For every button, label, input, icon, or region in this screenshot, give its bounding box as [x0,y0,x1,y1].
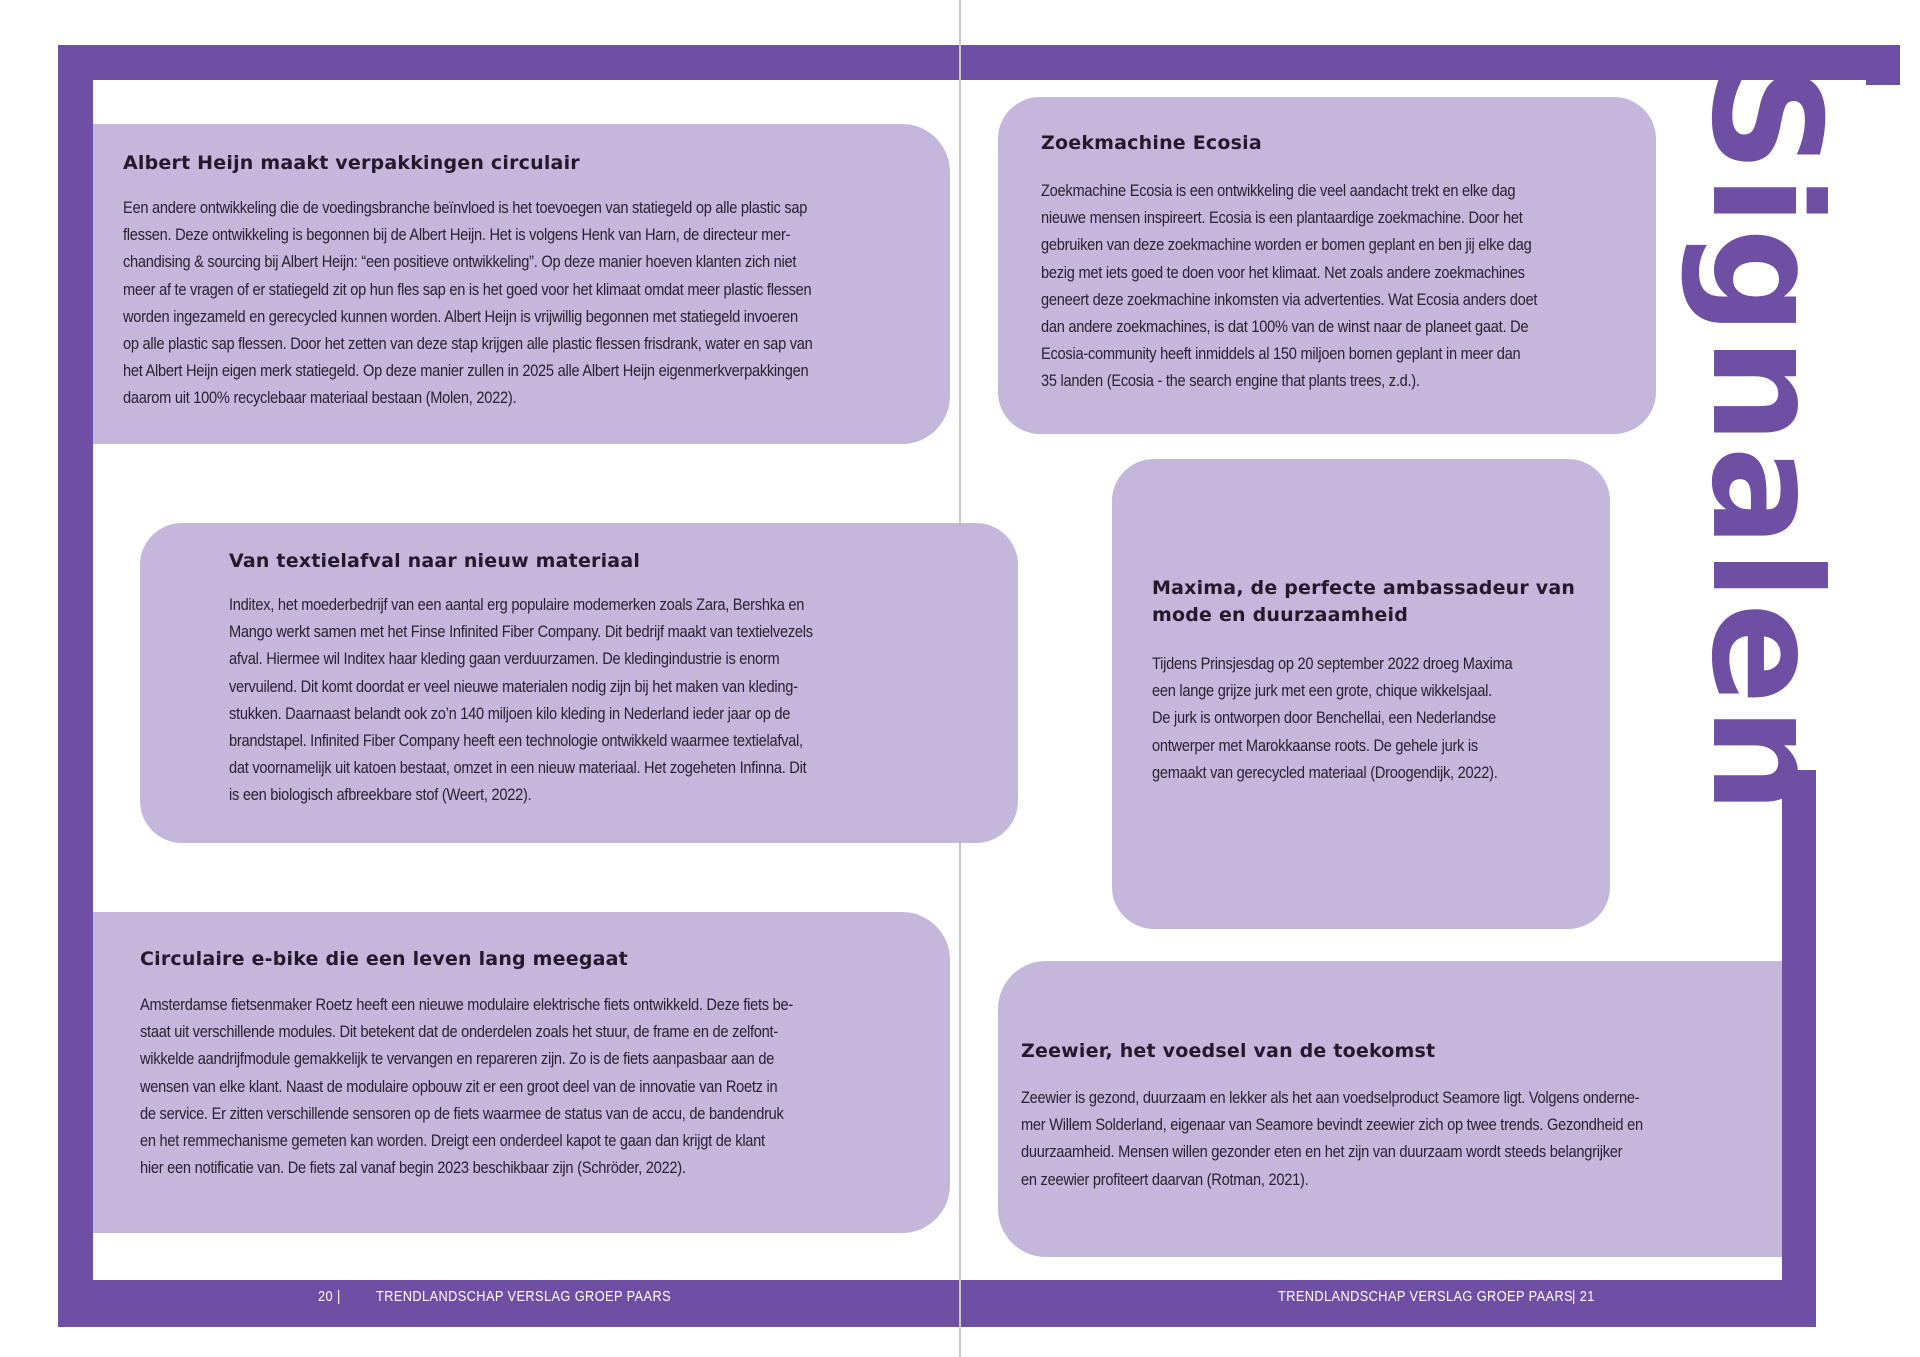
card-title: Circulaire e-bike die een leven lang meegaat [140,948,628,970]
card-maxima [1112,459,1610,929]
card-e-bike [93,912,950,1233]
page-number-right: | 21 [1572,1288,1595,1305]
card-body: Zoekmachine Ecosia is een ontwikkeling die veel aandacht trekt en elke dag nieuwe mensen inspireert. Ecosia is een plantaardige zoekmachine. Door het gebruiken van deze zoekmachine worden er bomen geplant en ben jij elke dag bezig met iets goed te doen voor het klimaat. Net zoals andere zoekmachines geneert deze zoekmachine inkomsten via advertenties. Wat Ecosia anders doet dan andere zoekmachines, is dat 100% van de winst naar de planeet gaat. De Ecosia-community heeft inmiddels al 150 miljoen bomen geplant in meer dan 35 landen (Ecosia - the search engine that plants trees, z.d.). [1041,181,1538,391]
frame-right-top [1866,45,1900,85]
section-title [1640,64,1890,816]
section-title-text: Signalen [1678,64,1852,816]
footer-title-right: TRENDLANDSCHAP VERSLAG GROEP PAARS [1278,1288,1574,1305]
card-textielafval [140,523,1018,843]
card-albert-heijn [93,124,950,444]
card-ecosia [998,97,1656,434]
card-title: Zeewier, het voedsel van de toekomst [1021,1040,1436,1062]
card-title: Van textielafval naar nieuw materiaal [229,550,641,572]
card-body: Een andere ontwikkeling die de voedingsbranche beïnvloed is het toevoegen van statiegeld op alle plastic sap flessen. Deze ontwikkeling is begonnen bij de Albert Heijn. Het is volgens Henk van Harn, de directeur mer- chandising & sourcing bij Albert Heijn: “een positieve ontwikkeling”. Op deze manier hoeven klanten zich niet meer af te vragen of er statiegeld zit op hun fles sap en is het goed voor het klimaat omdat meer plastic flessen worden ingezameld en gerecycled kunnen worden. Albert Heijn is vrijwillig begonnen met statiegeld invoeren op alle plastic sap flessen. Door het zetten van deze stap krijgen alle plastic flessen frisdrank, water en sap van het Albert Heijn eigen merk statiegeld. Op deze manier zullen in 2025 alle Albert Heijn eigenmerkverpakkingen daarom uit 100% recyclebaar materiaal bestaan (Molen, 2022). [123,198,813,408]
card-title: Zoekmachine Ecosia [1041,132,1262,154]
card-body: Inditex, het moederbedrijf van een aantal erg populaire modemerken zoals Zara, Bershka en Mango werkt samen met het Finse Infinited Fiber Company. Dit bedrijf maakt van textielvezels afval. Hiermee wil Inditex haar kleding gaan verduurzamen. De kledingindustrie is enorm vervuilend. Dit komt doordat er veel nieuwe materialen nodig zijn bij het maken van kleding- stukken. Daarnaast belandt ook zo’n 140 miljoen kilo kleding in Nederland ieder jaar op de brandstapel. Infinited Fiber Company heeft een technologie ontwikkeld waarmee textielafval, dat voornamelijk uit katoen bestaat, omzet in een nieuw materiaal. Het zogeheten Infinna. Dit is een biologisch afbreekbare stof (Weert, 2022). [229,595,813,805]
card-title: Maxima, de perfecte ambassadeur van mode en duurzaamheid [1152,577,1576,626]
card-body: Tijdens Prinsjesdag op 20 september 2022 droeg Maxima een lange grijze jurk met een grote, chique wikkelsjaal. De jurk is ontworpen door Benchellai, een Nederlandse ontwerper met Marokkaanse roots. De gehele jurk is gemaakt van gerecycled materiaal (Droogendijk, 2022). [1152,654,1513,782]
footer-title-left: TRENDLANDSCHAP VERSLAG GROEP PAARS [376,1288,672,1305]
frame-left [58,45,93,1327]
card-body: Zeewier is gezond, duurzaam en lekker als het aan voedselproduct Seamore ligt. Volgens onderne- mer Willem Solderland, eigenaar van Seamore bevindt zeewier zich op twee trends. Gezondheid en duurzaamheid. Mensen willen gezonder eten en het zijn van duurzaam wordt steeds belangrijker en zeewier profiteert daarvan (Rotman, 2021). [1021,1088,1643,1189]
card-zeewier [998,961,1782,1257]
frame-top [58,45,1900,80]
card-body: Amsterdamse fietsenmaker Roetz heeft een nieuwe modulaire elektrische fiets ontwikkeld. Deze fiets be- staat uit verschillende modules. Dit betekent dat de onderdelen zoals het stuur, de frame en de zelfont- wikkelde aandrijfmodule gemakkelijk te vervangen en repareren zijn. Zo is de fiets aanpasbaar aan de wensen van elke klant. Naast de modulaire opbouw zit er een groot deel van de innovatie van Roetz in de service. Er zitten verschillende sensoren op de fiets waarmee de status van de accu, de bandendruk en het remmechanisme gemeten kan worden. Dreigt een onderdeel kapot te gaan dan krijgt de klant hier een notificatie van. De fiets zal vanaf begin 2023 beschikbaar zijn (Schröder, 2022). [140,995,794,1178]
page-number-left: 20 | [318,1288,341,1305]
frame-right [1782,770,1816,1327]
card-title: Albert Heijn maakt verpakkingen circulair [123,152,580,174]
